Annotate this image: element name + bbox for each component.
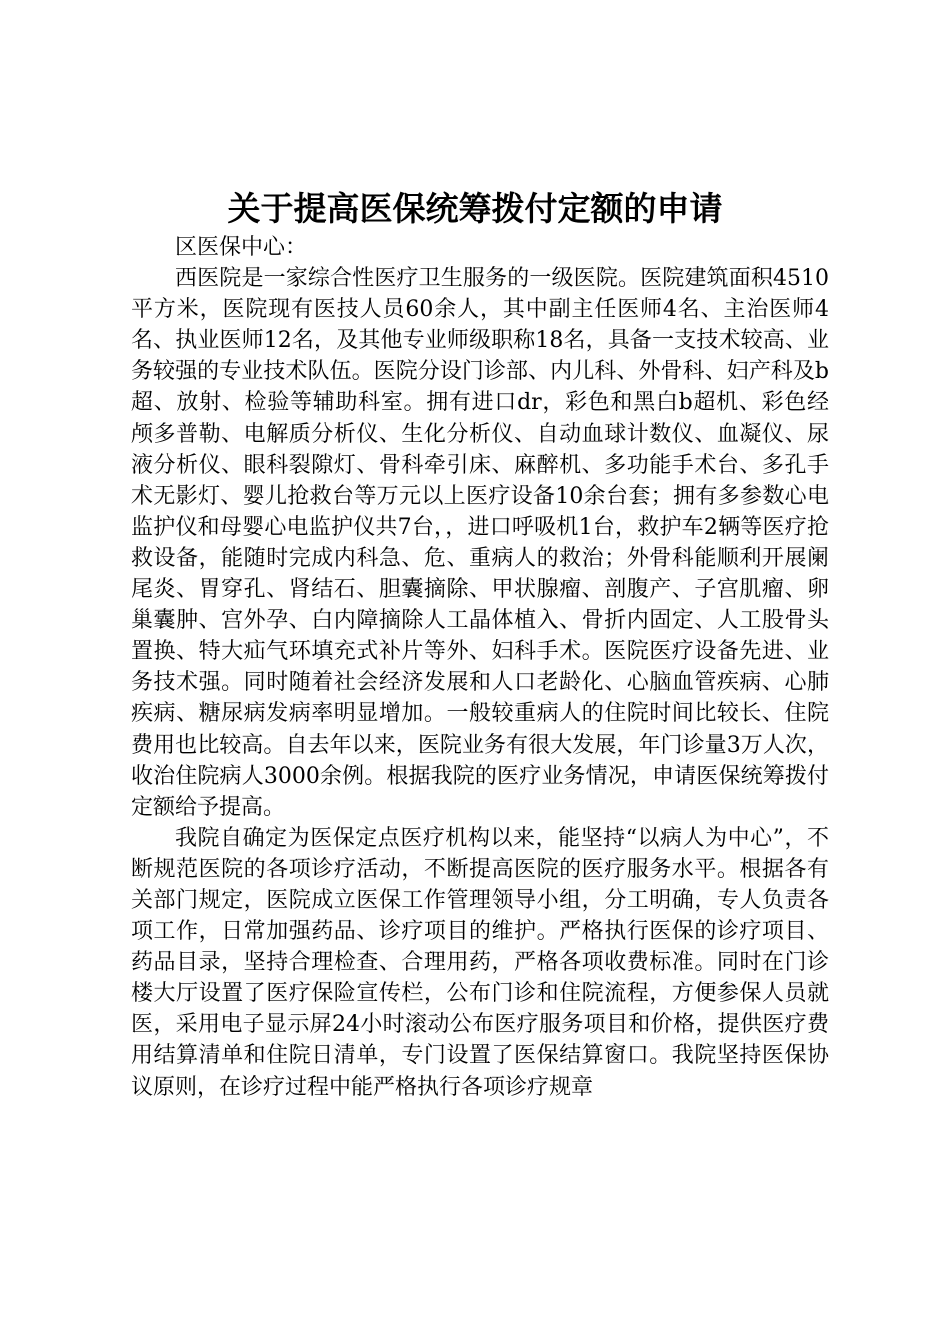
paragraph-1: 西医院是一家综合性医疗卫生服务的一级医院。医院建筑面积4510平方米，医院现有医技人员60余人，其中副主任医师4名、主治医师4名、执业医师12名，及其他专业师级职称18名，具备一支技术较高、业务较强的专业技术队伍。医院分设门诊部、内儿科、外骨科、妇产科及b超、放射、检验等辅助科室。拥有进口dr，彩色和黑白b超机、彩色经颅多普勒、电解质分析仪、生化分析仪、自动血球计数仪、血凝仪、尿液分析仪、眼科裂隙灯、骨科牵引床、麻醉机、多功能手术台、多孔手术无影灯、婴儿抢救台等万元以上医疗设备10余台套；拥有多参数心电监护仪和母婴心电监护仪共7台，，进口呼吸机1台，救护车2辆等医疗抢救设备，能随时完成内科急、危、重病人的救治；外骨科能顺利开展阑尾炎、胃穿孔、肾结石、胆囊摘除、甲状腺瘤、剖腹产、子宫肌瘤、卵巢囊肿、宫外孕、白内障摘除人工晶体植入、骨折内固定、人工股骨头置换、特大疝气环填充式补片等外、妇科手术。医院医疗设备先进、业务技术强。同时随着社会经济发展和人口老龄化、心脑血管疾病、心肺疾病、糖尿病发病率明显增加。一般较重病人的住院时间比较长、住院费用也比较高。自去年以来，医院业务有很大发展，年门诊量3万人次，收治住院病人3000余例。根据我院的医疗业务情况，申请医保统筹拨付定额给予提高。 <box>131 266 829 820</box>
document-title: 关于提高医保统筹拨付定额的申请 <box>227 189 723 228</box>
paragraph-2: 我院自确定为医保定点医疗机构以来，能坚持“以病人为中心”，不断规范医院的各项诊疗活动，不断提高医院的医疗服务水平。根据各有关部门规定，医院成立医保工作管理领导小组，分工明确，专人负责各项工作，日常加强药品、诊疗项目的维护。严格执行医保的诊疗项目、药品目录，坚持合理检查、合理用药，严格各项收费标准。同时在门诊楼大厅设置了医疗保险宣传栏，公布门诊和住院流程，方便参保人员就医，采用电子显示屏24小时滚动公布医疗服务项目和价格，提供医疗费用结算清单和住院日清单，专门设置了医保结算窗口。我院坚持医保协议原则，在诊疗过程中能严格执行各项诊疗规章 <box>131 825 829 1100</box>
salutation: 区医保中心： <box>175 235 308 260</box>
document-body <box>131 232 829 1103</box>
